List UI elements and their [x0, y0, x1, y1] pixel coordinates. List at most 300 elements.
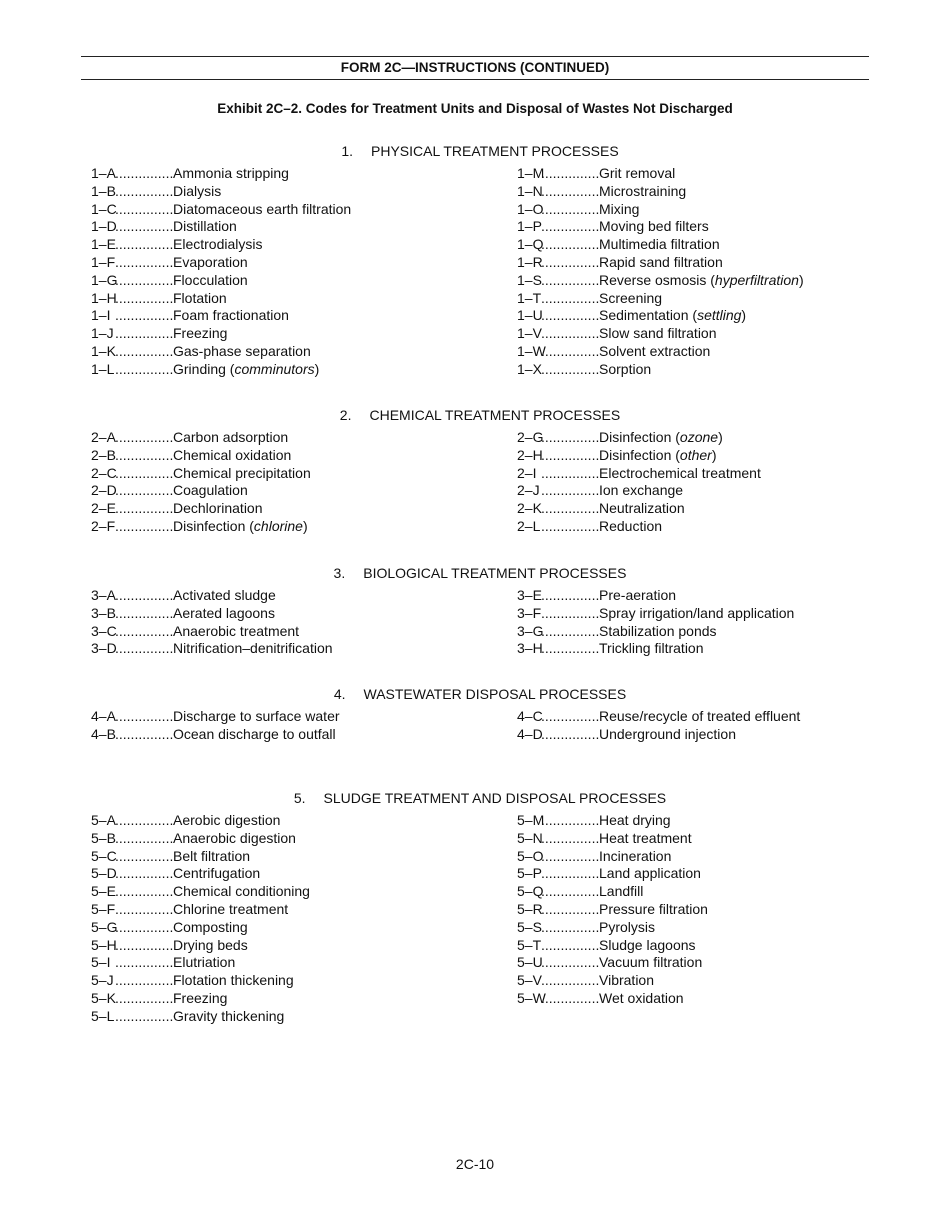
code-label: 5–R: [517, 900, 543, 917]
dot-leader: [115, 325, 173, 343]
dot-leader: [541, 218, 599, 236]
code-entry: [517, 605, 794, 623]
code-label: 2–D: [91, 482, 117, 499]
process-name-text: Electrodialysis: [173, 236, 263, 253]
process-name: [599, 726, 736, 744]
code-label: 1–F: [91, 253, 116, 270]
dot-leader: [541, 290, 599, 308]
dot-leader: [541, 429, 599, 447]
process-name-text: Chemical precipitation: [173, 464, 311, 481]
process-name-suffix: ): [314, 360, 320, 377]
process-name-text: Grinding (: [173, 360, 235, 377]
process-name-text: Mixing: [599, 200, 640, 217]
process-name-text: Discharge to surface water: [173, 708, 340, 724]
code-entry: [517, 183, 804, 201]
process-name-qualifier: settling: [697, 307, 742, 324]
process-name: [599, 272, 804, 290]
code-entry: [91, 640, 333, 658]
process-name: [599, 429, 723, 447]
code-label: 3–G: [517, 622, 544, 639]
code-label: 2–H: [517, 446, 543, 463]
process-name-text: Dialysis: [173, 182, 222, 199]
code-entry: [91, 482, 311, 500]
code-entry: [91, 201, 351, 219]
process-name: [173, 218, 237, 236]
process-name: [173, 883, 310, 901]
code-entry: [91, 1008, 310, 1026]
code-column-left: [91, 812, 310, 1026]
code-entry: [517, 937, 708, 955]
process-name: [599, 465, 761, 483]
code-label: 2–K: [517, 500, 542, 517]
code-entry: [517, 429, 761, 447]
code-entry: [517, 482, 761, 500]
process-name: [599, 990, 684, 1008]
process-name: [173, 447, 291, 465]
code-label: 1–X: [517, 360, 542, 377]
code-entry: [91, 518, 311, 536]
code-entry: [91, 343, 351, 361]
code-label: 5–U: [517, 954, 543, 971]
code-entry: [517, 726, 800, 744]
dot-leader: [115, 990, 173, 1008]
process-name: [599, 865, 701, 883]
process-name: [173, 236, 262, 254]
code-label: 1–S: [517, 271, 542, 288]
code-entry: [91, 361, 351, 379]
code-label: 1–R: [517, 253, 543, 270]
process-name-suffix: ): [798, 271, 804, 288]
code-label: 5–A: [91, 812, 116, 828]
code-label: 1–O: [517, 200, 544, 217]
process-name-text: Ion exchange: [599, 482, 684, 499]
dot-leader: [541, 848, 599, 866]
process-name: [173, 500, 263, 518]
code-label: 5–P: [517, 865, 542, 882]
process-name: [599, 218, 709, 236]
process-name: [173, 972, 294, 990]
dot-leader: [541, 726, 599, 744]
process-name: [173, 429, 288, 447]
code-label: 5–F: [91, 900, 116, 917]
dot-leader: [541, 830, 599, 848]
process-name-text: Microstraining: [599, 182, 687, 199]
dot-leader: [115, 972, 173, 990]
code-label: 3–H: [517, 640, 543, 657]
process-name-text: Nitrification–denitrification: [173, 640, 333, 657]
process-name: [173, 812, 280, 830]
code-label: 2–A: [91, 429, 116, 445]
process-name: [599, 901, 708, 919]
dot-leader: [115, 290, 173, 308]
process-name-text: Aerated lagoons: [173, 604, 275, 621]
code-entry: [91, 272, 351, 290]
code-entry: [91, 500, 311, 518]
process-name-text: Underground injection: [599, 725, 736, 742]
code-label: 5–L: [91, 1007, 115, 1024]
code-label: 1–T: [517, 289, 542, 306]
process-name: [173, 482, 248, 500]
process-name-text: Ammonia stripping: [173, 165, 289, 181]
process-name-text: Gravity thickening: [173, 1007, 285, 1024]
code-entry: [91, 954, 310, 972]
process-name-text: Wet oxidation: [599, 989, 684, 1006]
code-entry: [517, 883, 708, 901]
dot-leader: [541, 972, 599, 990]
dot-leader: [115, 954, 173, 972]
code-entry: [517, 708, 800, 726]
code-entry: [517, 447, 761, 465]
dot-leader: [541, 954, 599, 972]
code-label: 5–V: [517, 972, 542, 989]
code-entry: [517, 972, 708, 990]
code-column-right: [517, 812, 708, 1008]
section-title: [91, 564, 869, 582]
process-name: [173, 901, 288, 919]
code-label: 3–F: [517, 604, 542, 621]
code-label: 3–C: [91, 622, 117, 639]
code-label: 5–O: [517, 847, 544, 864]
code-label: 2–G: [517, 429, 544, 445]
process-name: [599, 325, 717, 343]
process-name: [599, 201, 639, 219]
code-entry: [517, 812, 708, 830]
process-name-text: Anaerobic digestion: [173, 829, 296, 846]
code-label: 1–H: [91, 289, 117, 306]
dot-leader: [541, 919, 599, 937]
process-name-qualifier: hyperfiltration: [714, 271, 799, 288]
code-label: 3–B: [91, 604, 116, 621]
code-label: 1–A: [91, 165, 116, 181]
process-name-text: Spray irrigation/land application: [599, 604, 795, 621]
code-label: 5–D: [91, 865, 117, 882]
process-name: [599, 165, 675, 183]
process-name: [173, 1008, 284, 1026]
code-entry: [517, 290, 804, 308]
dot-leader: [541, 343, 599, 361]
process-name: [599, 883, 643, 901]
code-entry: [517, 848, 708, 866]
code-entry: [91, 307, 351, 325]
process-name: [173, 954, 235, 972]
process-name-text: Belt filtration: [173, 847, 251, 864]
process-name: [173, 830, 296, 848]
page-number: 2C-10: [455, 1156, 495, 1172]
code-entry: [517, 361, 804, 379]
section-title-text: CHEMICAL TREATMENT PROCESSES: [369, 407, 621, 423]
process-name: [173, 919, 248, 937]
dot-leader: [115, 830, 173, 848]
process-name-text: Freezing: [173, 325, 228, 342]
code-label: 5–C: [91, 847, 117, 864]
exhibit-title: Exhibit 2C–2. Codes for Treatment Units and Disposal of Wastes Not Discharged: [217, 101, 733, 116]
code-label: 2–F: [91, 517, 116, 534]
process-name-text: Multimedia filtration: [599, 236, 720, 253]
code-label: 5–H: [91, 936, 117, 953]
dot-leader: [115, 937, 173, 955]
process-name-text: Electrochemical treatment: [599, 464, 761, 481]
process-name-text: Evaporation: [173, 253, 248, 270]
code-entry: [91, 218, 351, 236]
section-title-text: SLUDGE TREATMENT AND DISPOSAL PROCESSES: [323, 790, 667, 806]
code-entry: [517, 165, 804, 183]
code-label: 5–E: [91, 883, 116, 900]
process-name-text: Disinfection (: [599, 446, 680, 463]
dot-leader: [115, 165, 173, 183]
process-name-text: Aerobic digestion: [173, 812, 281, 828]
code-entry: [517, 307, 804, 325]
code-label: 1–I: [91, 307, 111, 324]
section-title-text: BIOLOGICAL TREATMENT PROCESSES: [363, 565, 627, 581]
process-name-text: Reuse/recycle of treated effluent: [599, 708, 801, 724]
dot-leader: [541, 201, 599, 219]
process-name: [599, 500, 685, 518]
code-entry: [517, 640, 794, 658]
dot-leader: [115, 848, 173, 866]
code-label: 5–W: [517, 989, 546, 1006]
dot-leader: [115, 254, 173, 272]
dot-leader: [541, 325, 599, 343]
dot-leader: [115, 307, 173, 325]
process-name-text: Chemical oxidation: [173, 446, 292, 463]
dot-leader: [541, 865, 599, 883]
code-entry: [517, 623, 794, 641]
code-entry: [91, 901, 310, 919]
code-column-right: [517, 429, 761, 536]
code-label: 1–L: [91, 360, 115, 377]
section-title: [91, 406, 869, 424]
dot-leader: [541, 883, 599, 901]
process-name: [173, 848, 250, 866]
dot-leader: [541, 272, 599, 290]
process-name: [599, 587, 676, 605]
code-entry: [91, 883, 310, 901]
code-entry: [517, 954, 708, 972]
process-name-qualifier: chlorine: [253, 517, 303, 534]
code-label: 3–A: [91, 587, 116, 603]
code-label: 5–M: [517, 812, 545, 828]
code-entry: [91, 726, 340, 744]
code-entry: [91, 848, 310, 866]
process-name-text: Reverse osmosis (: [599, 271, 715, 288]
dot-leader: [541, 183, 599, 201]
code-entry: [517, 830, 708, 848]
process-name-suffix: ): [718, 429, 723, 445]
process-name: [599, 183, 686, 201]
process-name: [599, 830, 692, 848]
process-name-text: Anaerobic treatment: [173, 622, 300, 639]
process-name-text: Stabilization ponds: [599, 622, 717, 639]
code-entry: [91, 183, 351, 201]
process-name: [599, 482, 683, 500]
dot-leader: [541, 500, 599, 518]
process-name: [599, 307, 746, 325]
dot-leader: [115, 361, 173, 379]
process-name-text: Heat drying: [599, 812, 671, 828]
code-label: 4–D: [517, 725, 543, 742]
code-entry: [91, 325, 351, 343]
code-label: 2–J: [517, 482, 540, 499]
code-label: 1–K: [91, 342, 116, 359]
process-name-text: Neutralization: [599, 500, 685, 517]
dot-leader: [541, 640, 599, 658]
code-entry: [91, 937, 310, 955]
dot-leader: [541, 937, 599, 955]
process-name: [599, 290, 662, 308]
code-label: 4–A: [91, 708, 116, 724]
process-name-qualifier: comminutors: [234, 360, 315, 377]
process-name: [173, 343, 311, 361]
code-entry: [91, 254, 351, 272]
process-name-text: Flocculation: [173, 271, 248, 288]
code-entry: [91, 290, 351, 308]
code-entry: [517, 201, 804, 219]
code-label: 5–N: [517, 829, 543, 846]
process-name-text: Centrifugation: [173, 865, 261, 882]
dot-leader: [115, 919, 173, 937]
process-name-suffix: ): [741, 307, 747, 324]
dot-leader: [115, 236, 173, 254]
process-name: [173, 290, 227, 308]
code-label: 2–B: [91, 446, 116, 463]
process-name-text: Distillation: [173, 218, 237, 235]
dot-leader: [115, 201, 173, 219]
section-number: 1.: [341, 143, 354, 159]
code-label: 1–V: [517, 325, 542, 342]
process-name: [173, 623, 299, 641]
dot-leader: [115, 605, 173, 623]
process-name-text: Incineration: [599, 847, 672, 864]
process-name-text: Slow sand filtration: [599, 325, 717, 342]
dot-leader: [115, 901, 173, 919]
dot-leader: [541, 518, 599, 536]
code-entry: [91, 165, 351, 183]
code-label: 2–I: [517, 464, 537, 481]
code-label: 5–G: [91, 918, 118, 935]
code-label: 3–E: [517, 587, 542, 603]
section-title-text: PHYSICAL TREATMENT PROCESSES: [371, 143, 619, 159]
process-name: [599, 937, 696, 955]
code-label: 1–E: [91, 236, 116, 253]
process-name: [599, 708, 800, 726]
dot-leader: [115, 726, 173, 744]
dot-leader: [115, 500, 173, 518]
code-label: 3–D: [91, 640, 117, 657]
code-label: 1–M: [517, 165, 545, 181]
process-name-text: Vacuum filtration: [599, 954, 703, 971]
process-name-text: Heat treatment: [599, 829, 692, 846]
code-entry: [91, 587, 333, 605]
dot-leader: [115, 812, 173, 830]
process-name-text: Drying beds: [173, 936, 248, 953]
process-name: [173, 518, 308, 536]
process-name: [173, 325, 227, 343]
process-name-text: Composting: [173, 918, 248, 935]
code-column-right: [517, 587, 794, 658]
process-name: [599, 954, 702, 972]
dot-leader: [115, 623, 173, 641]
process-name-text: Sludge lagoons: [599, 936, 696, 953]
code-label: 1–B: [91, 182, 116, 199]
code-label: 5–J: [91, 972, 114, 989]
process-name-text: Chlorine treatment: [173, 900, 289, 917]
code-label: 4–B: [91, 725, 116, 742]
process-name-text: Pressure filtration: [599, 900, 708, 917]
dot-leader: [541, 708, 599, 726]
code-entry: [91, 865, 310, 883]
process-name: [599, 447, 717, 465]
process-name-text: Chemical conditioning: [173, 883, 310, 900]
code-column-left: [91, 429, 311, 536]
dot-leader: [115, 883, 173, 901]
process-name-text: Foam fractionation: [173, 307, 289, 324]
section-title-text: WASTEWATER DISPOSAL PROCESSES: [363, 686, 627, 702]
process-name-text: Disinfection (: [173, 517, 254, 534]
process-name-text: Coagulation: [173, 482, 248, 499]
process-name: [173, 865, 260, 883]
process-name-text: Solvent extraction: [599, 342, 711, 359]
code-label: 1–P: [517, 218, 542, 235]
process-name-text: Sedimentation (: [599, 307, 698, 324]
code-column-right: [517, 165, 804, 379]
code-label: 5–S: [517, 918, 542, 935]
process-name: [173, 361, 319, 379]
code-label: 5–T: [517, 936, 542, 953]
dot-leader: [115, 1008, 173, 1026]
dot-leader: [541, 990, 599, 1008]
section-number: 4.: [333, 686, 346, 702]
process-name: [173, 165, 289, 183]
process-name: [599, 623, 717, 641]
code-entry: [517, 343, 804, 361]
dot-leader: [541, 307, 599, 325]
code-entry: [91, 990, 310, 1008]
dot-leader: [541, 165, 599, 183]
code-entry: [91, 972, 310, 990]
code-entry: [91, 708, 340, 726]
dot-leader: [541, 254, 599, 272]
section-title: [91, 685, 869, 703]
process-name-text: Moving bed filters: [599, 218, 709, 235]
code-label: 1–C: [91, 200, 117, 217]
process-name: [173, 201, 351, 219]
code-column-right: [517, 708, 800, 744]
process-name: [173, 990, 227, 1008]
dot-leader: [541, 447, 599, 465]
dot-leader: [541, 361, 599, 379]
process-name: [599, 343, 710, 361]
process-name: [173, 307, 289, 325]
code-label: 2–L: [517, 517, 541, 534]
dot-leader: [115, 587, 173, 605]
process-name-text: Rapid sand filtration: [599, 253, 723, 270]
dot-leader: [541, 482, 599, 500]
dot-leader: [541, 605, 599, 623]
process-name-text: Vibration: [599, 972, 655, 989]
process-name-text: Ocean discharge to outfall: [173, 725, 336, 742]
code-column-left: [91, 165, 351, 379]
code-entry: [517, 465, 761, 483]
code-entry: [91, 623, 333, 641]
dot-leader: [541, 623, 599, 641]
process-name: [173, 605, 275, 623]
code-entry: [517, 990, 708, 1008]
dot-leader: [115, 218, 173, 236]
code-entry: [517, 218, 804, 236]
dot-leader: [115, 708, 173, 726]
dot-leader: [115, 465, 173, 483]
code-entry: [517, 865, 708, 883]
